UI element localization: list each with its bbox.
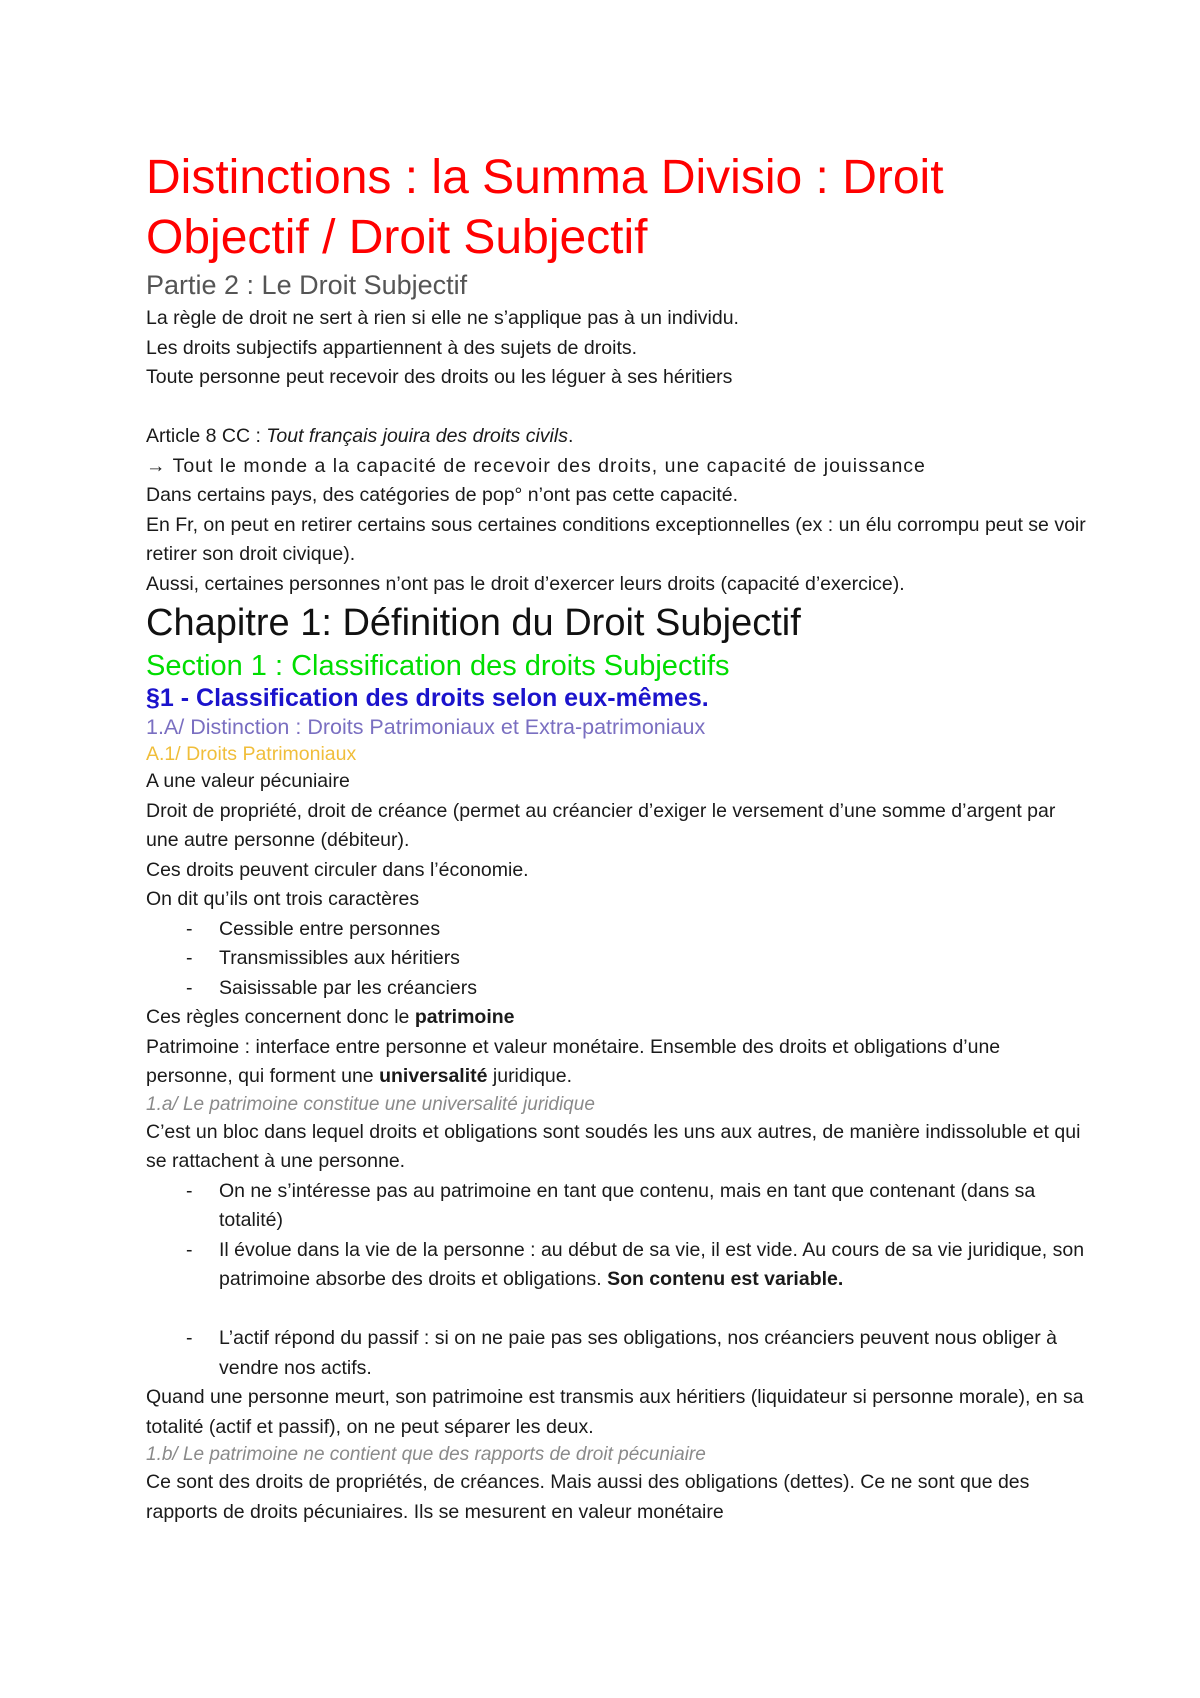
- intro-line: Les droits subjectifs appartiennent à des sujets de droits.: [146, 336, 638, 359]
- final-paragraph: Ce sont des droits de propriétés, de créances. Mais aussi des obligations (dettes). Ce ne sont que des rapports de droits pécuniaires. Ils se mesurent en valeur monétaire: [146, 1471, 1030, 1523]
- spacer: [146, 1295, 1086, 1325]
- subheading-1a: 1.a/ Le patrimoine constitue une universalité juridique: [146, 1093, 595, 1115]
- article-line: [146, 422, 1086, 452]
- list-item: - Cessible entre personnes: [146, 915, 1086, 945]
- aussi-line: Aussi, certaines personnes n’ont pas le droit d’exercer leurs droits (capacité d’exercice).: [146, 572, 905, 595]
- spacer: [146, 393, 1086, 423]
- patrimoniaux-line: Ces droits peuvent circuler dans l’économie.: [146, 858, 529, 881]
- chapitre-heading: Chapitre 1: Définition du Droit Subjectif: [146, 602, 801, 644]
- intro-line: Toute personne peut recevoir des droits ou les léguer à ses héritiers: [146, 366, 733, 388]
- dash-bullet: -: [186, 1238, 193, 1261]
- article-quote: Tout français jouira des droits civils: [266, 425, 568, 447]
- regles-line: Ces règles concernent donc le patrimoine: [146, 1006, 515, 1028]
- arrow-line: → Tout le monde a la capacité de recevoir des droits, une capacité de jouissance: [146, 454, 926, 477]
- dash-bullet: -: [186, 917, 193, 940]
- patrimoniaux-line: Droit de propriété, droit de créance (permet au créancier d’exiger le versement d’une somme d’argent par une autre personne (débiteur).: [146, 799, 1056, 851]
- dash-bullet: -: [186, 976, 193, 999]
- fr-line: En Fr, on peut en retirer certains sous certaines conditions exceptionnelles (ex : un élu corrompu peut se voir retirer son droit civique).: [146, 513, 1086, 565]
- list-item: - On ne s’intéresse pas au patrimoine en tant que contenu, mais en tant que contenant (dans sa totalité): [146, 1177, 1086, 1236]
- document-content: [146, 148, 1086, 1527]
- contenu-variable: Son contenu est variable.: [607, 1268, 844, 1290]
- list-item: - Transmissibles aux héritiers: [146, 944, 1086, 974]
- article-label: Article 8 CC :: [146, 425, 267, 447]
- article-end: .: [567, 425, 574, 447]
- intro-line: La règle de droit ne sert à rien si elle ne s’applique pas à un individu.: [146, 307, 739, 329]
- patrimoniaux-line: On dit qu’ils ont trois caractères: [146, 888, 420, 910]
- dash-bullet: -: [186, 947, 193, 969]
- dash-bullet: -: [186, 1179, 193, 1202]
- subheading-1A: 1.A/ Distinction : Droits Patrimoniaux et Extra-patrimoniaux: [146, 715, 706, 739]
- patrimoniaux-line: A une valeur pécuniaire: [146, 770, 350, 792]
- patrimoine-term: patrimoine: [414, 1006, 515, 1028]
- subheading-1b: 1.b/ Le patrimoine ne contient que des rapports de droit pécuniaire: [146, 1444, 706, 1465]
- list-item: - Il évolue dans la vie de la personne : au début de sa vie, il est vide. Au cours de sa vie juridique, son patrimoine absorbe des droits et obligations. Son contenu est variable.: [146, 1236, 1086, 1295]
- document-title: Distinctions : la Summa Divisio : Droit Objectif / Droit Subjectif: [146, 151, 944, 264]
- bloc-intro: C’est un bloc dans lequel droits et obligations sont soudés les uns aux autres, de manière indissoluble et qui se rattachent à une personne.: [146, 1120, 1081, 1172]
- subheading-A1: A.1/ Droits Patrimoniaux: [146, 743, 357, 765]
- caracteres-list: [146, 915, 1086, 1004]
- bloc-list: [146, 1177, 1086, 1384]
- partie-heading: Partie 2 : Le Droit Subjectif: [146, 270, 468, 300]
- patrimoine-definition: Patrimoine : interface entre personne et valeur monétaire. Ensemble des droits et obligations d’une personne, qui forment une universalité juridique.: [146, 1035, 1001, 1087]
- section-heading: Section 1 : Classification des droits Subjectifs: [146, 650, 730, 682]
- pays-line: Dans certains pays, des catégories de pop° n’ont pas cette capacité.: [146, 484, 739, 506]
- dash-bullet: -: [186, 1327, 193, 1349]
- universalite-term: universalité: [379, 1065, 488, 1087]
- quand-line: Quand une personne meurt, son patrimoine est transmis aux héritiers (liquidateur si personne morale), en sa totalité (actif et passif), on ne peut séparer les deux.: [146, 1386, 1084, 1438]
- paragraph-heading: §1 - Classification des droits selon eux-mêmes.: [146, 684, 709, 712]
- list-item: - L’actif répond du passif : si on ne paie pas ses obligations, nos créanciers peuvent nous obliger à vendre nos actifs.: [146, 1324, 1086, 1383]
- list-item: - Saisissable par les créanciers: [146, 974, 1086, 1004]
